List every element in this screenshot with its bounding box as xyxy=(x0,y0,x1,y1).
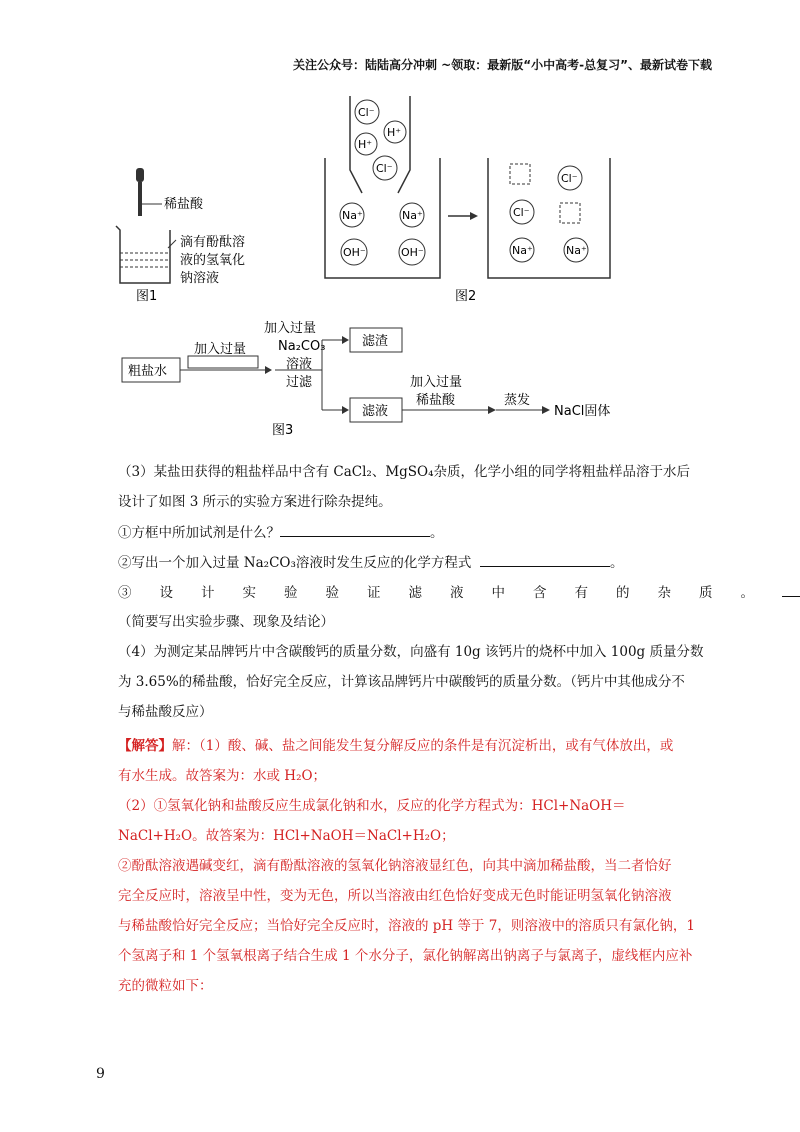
ion-oh-label: OH⁻ xyxy=(401,246,424,259)
q4-line-3: 与稀盐酸反应） xyxy=(118,704,213,720)
solution-label: 溶液 xyxy=(286,357,313,372)
dropper-tube xyxy=(138,182,142,216)
ion-h-label: H⁺ xyxy=(387,126,402,139)
dashed-box xyxy=(560,203,580,223)
q3-sub-1-end: 。 xyxy=(430,525,444,541)
acid-top-label: 加入过量 xyxy=(410,375,463,390)
ion-cl-label: Cl⁻ xyxy=(513,206,530,219)
answer-tag: 【解答】 xyxy=(118,738,172,754)
beaker xyxy=(116,226,170,283)
crude-salt-label: 粗盐水 xyxy=(128,364,168,379)
ion-na-label: Na⁺ xyxy=(402,209,423,222)
answer-line-7: 与稀盐酸恰好完全反应；当恰好完全反应时，溶液的 pH 等于 7，则溶液中的溶质只有氯化钠，1 xyxy=(118,918,695,934)
q3-sub-3-note: （简要写出实验步骤、现象及结论） xyxy=(118,614,334,630)
page-number: 9 xyxy=(96,1066,105,1082)
fig1-solution-label-1: 滴有酚酞溶 xyxy=(180,235,246,250)
figure-3 xyxy=(122,320,610,438)
reagent-box xyxy=(188,356,258,368)
answer-line-9: 充的微粒如下： xyxy=(118,978,213,994)
ion-h-label: H⁺ xyxy=(358,138,373,151)
figure-2 xyxy=(325,96,610,304)
ion-cl-label: Cl⁻ xyxy=(358,106,375,119)
answer-line-2: 有水生成。故答案为：水或 H₂O； xyxy=(118,768,327,784)
q3-sub-3 xyxy=(118,582,782,603)
fig2-caption: 图2 xyxy=(455,289,477,304)
fig1-solution-label-2: 液的氢氧化 xyxy=(180,253,246,268)
figure-1 xyxy=(116,168,245,304)
fig1-acid-label: 稀盐酸 xyxy=(164,197,204,212)
filter-label: 过滤 xyxy=(286,375,313,390)
evaporate-label: 蒸发 xyxy=(504,393,531,408)
ion-na-label: Na⁺ xyxy=(342,209,363,222)
flow-arrow-head xyxy=(342,406,349,414)
flow-arrow-head xyxy=(488,406,496,414)
q4-line-1: （4）为测定某品牌钙片中含碳酸钙的质量分数，向盛有 10g 该钙片的烧杯中加入 100g 质量分数 xyxy=(118,644,704,660)
add-excess-label: 加入过量 xyxy=(194,342,247,357)
q3-line-1: （3）某盐田获得的粗盐样品中含有 CaCl₂、MgSO₄杂质，化学小组的同学将粗盐样品溶于水后 xyxy=(118,464,691,480)
fig3-caption: 图3 xyxy=(272,423,294,438)
product-label: NaCl固体 xyxy=(554,404,611,419)
answer-line-6: 完全反应时，溶液呈中性，变为无色，所以当溶液由红色恰好变成无色时能证明氢氧化钠溶液 xyxy=(118,888,672,904)
reaction-arrow-head xyxy=(470,212,478,220)
acid-label: 稀盐酸 xyxy=(416,393,456,408)
ion-cl-label: Cl⁻ xyxy=(561,172,578,185)
residue-label: 滤渣 xyxy=(362,334,389,349)
q3-line-2: 设计了如图 3 所示的实验方案进行除杂提纯。 xyxy=(118,494,392,510)
answer-blank[interactable] xyxy=(480,552,610,567)
ion-na-label: Na⁺ xyxy=(566,244,587,257)
answer-line-4: NaCl+H₂O。故答案为：HCl+NaOH＝NaCl+H₂O； xyxy=(118,828,455,844)
answer-line-1 xyxy=(118,736,718,756)
answer-line-3: （2）①氢氧化钠和盐酸反应生成氯化钠和水，反应的化学方程式为：HCl+NaOH＝ xyxy=(118,798,626,814)
na2co3-top-label: 加入过量 xyxy=(264,321,317,336)
answer-line-8: 个氢离子和 1 个氢氧根离子结合生成 1 个水分子，氯化钠解离出钠离子与氯离子，虚线框内应补 xyxy=(118,948,693,964)
ion-oh-label: OH⁻ xyxy=(343,246,366,259)
q3-sub-1-text: ①方框中所加试剂是什么？ xyxy=(118,525,280,541)
answer-line-5: ②酚酞溶液遇碱变红，滴有酚酞溶液的氢氧化钠溶液显红色，向其中滴加稀盐酸，当二者恰好 xyxy=(118,858,672,874)
q4-line-2: 为 3.65%的稀盐酸，恰好完全反应，计算该品牌钙片中碳酸钙的质量分数。（钙片中其他成分不 xyxy=(118,674,685,690)
figure-area xyxy=(110,88,630,438)
filtrate-label: 滤液 xyxy=(362,404,389,419)
fig1-caption: 图1 xyxy=(136,289,158,304)
ion-cl-label: Cl⁻ xyxy=(376,162,393,175)
dashed-box xyxy=(510,164,530,184)
q3-sub-3-text: ③设计实验验证滤液中含有的杂质。 xyxy=(118,585,782,601)
q3-sub-1 xyxy=(118,522,718,543)
answer-blank[interactable] xyxy=(280,522,430,537)
flow-arrow-head xyxy=(542,406,550,414)
right-beaker xyxy=(488,158,610,278)
answer-line-1-text: 解：（1）酸、碱、盐之间能发生复分解反应的条件是有沉淀析出，或有气体放出，或 xyxy=(172,738,674,754)
q3-sub-2-text: ②写出一个加入过量 Na₂CO₃溶液时发生反应的化学方程式 xyxy=(118,555,472,571)
dropper-bulb xyxy=(136,168,144,182)
beaker-pointer xyxy=(168,240,176,248)
q3-sub-2-end: 。 xyxy=(609,555,624,571)
q3-sub-2 xyxy=(118,552,718,573)
fig1-solution-label-3: 钠溶液 xyxy=(180,271,220,286)
na2co3-label: Na₂CO₃ xyxy=(278,339,326,354)
ion-na-label: Na⁺ xyxy=(512,244,533,257)
flow-arrow-head xyxy=(265,366,272,374)
answer-blank[interactable] xyxy=(782,582,800,597)
flow-arrow-head xyxy=(342,336,349,344)
page-header: 关注公众号：陆陆高分冲刺 ~领取：最新版“小中高考-总复习”、最新试卷下载 xyxy=(293,58,712,72)
